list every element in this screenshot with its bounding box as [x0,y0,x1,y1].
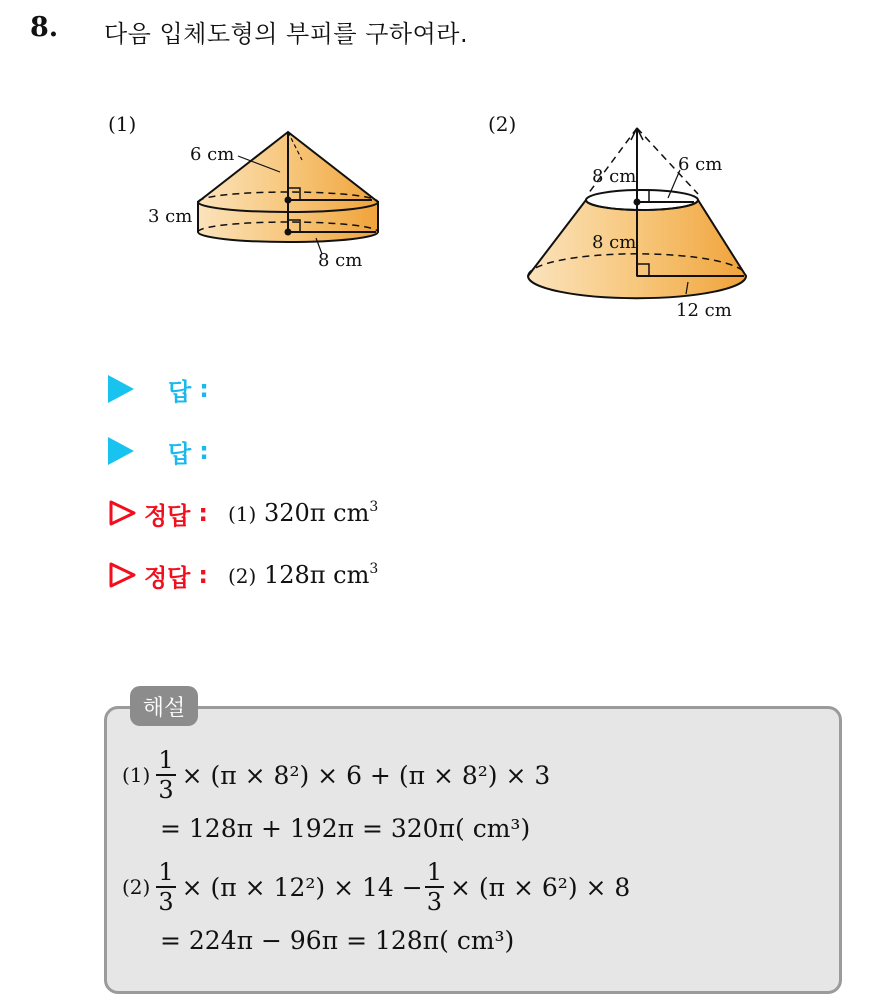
figure1-radius-label: 8 cm [318,250,363,271]
answer-label: 답 [168,377,192,406]
correct-colon: : [198,499,208,527]
figure2-frustum [520,120,770,330]
solution-line-4: = 224π − 96π = 128π( cm³) [160,926,515,955]
solution-line-2: = 128π + 192π = 320π( cm³) [160,814,531,843]
correct-colon: : [198,561,208,589]
answer-label: 답 [168,439,192,468]
question-number: 8. [30,12,59,43]
correct-row-1 [108,496,378,530]
answer-row-2 [108,434,209,468]
figure1-cone-cylinder [140,120,400,280]
solution-line-3: (2) $\frac{1}{3}$ × (π × 12²) × 14 − $\frac{1}{3}$ × (π × 6²) × 8 [122,858,631,916]
figure2-upper-height-label: 8 cm [592,166,637,187]
figure2-lower-height-label: 8 cm [592,232,637,253]
correct-label: 정답 [144,501,191,530]
figure2-label: (2) [488,112,517,136]
figure1-slant-label: 6 cm [190,144,235,165]
outline-arrow-icon [108,499,138,527]
outline-arrow-icon [108,561,138,589]
answer-colon: : [199,437,209,465]
solution-line-1: (1) $\frac{1}{3}$ × (π × 8²) × 6 + (π × 8²) × 3 [122,746,551,804]
figure2-bottom-radius-label: 12 cm [676,300,732,321]
question-text: 다음 입체도형의 부피를 구하여라. [104,20,469,48]
correct-label: 정답 [144,563,191,592]
figure1-height-label: 3 cm [148,206,193,227]
correct-value-1: (1) 320π $cm^3$ [227,499,379,527]
play-arrow-icon [108,437,134,465]
answer-row-1 [108,372,209,406]
solution-tag: 해설 [130,686,198,726]
correct-value-2: (2) 128π $cm^3$ [227,561,379,589]
figure1-label: (1) [108,112,137,136]
answer-colon: : [199,375,209,403]
figure2-top-radius-label: 6 cm [678,154,723,175]
play-arrow-icon [108,375,134,403]
correct-row-2 [108,558,378,592]
